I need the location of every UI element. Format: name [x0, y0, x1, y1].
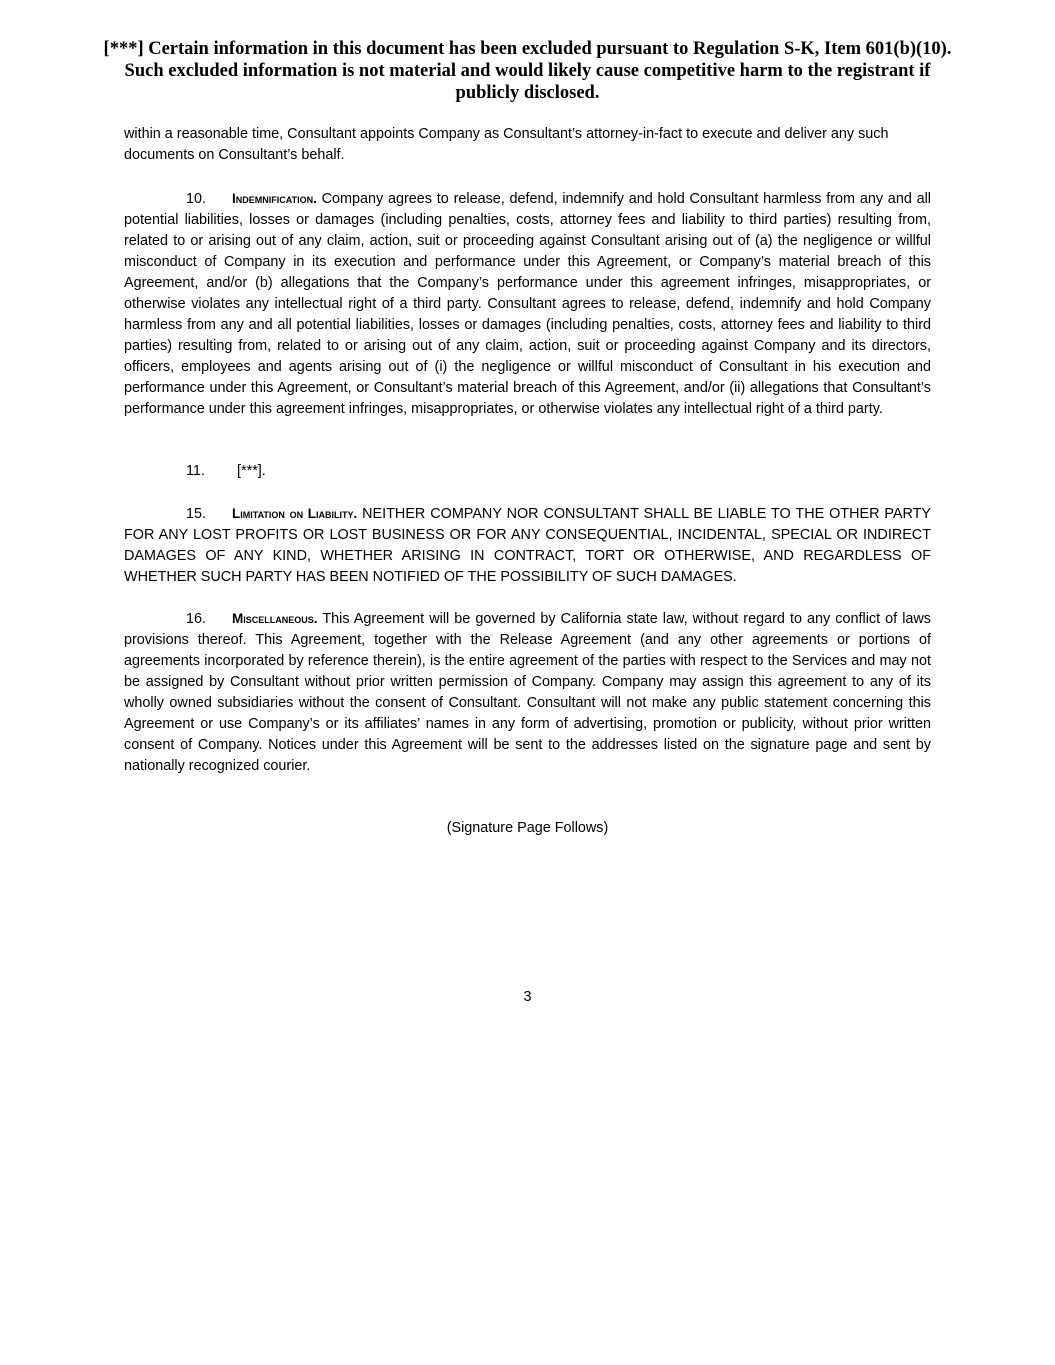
page-number: 3 — [523, 989, 532, 1005]
section-number: 11. — [186, 463, 205, 479]
section-text: This Agreement will be governed by California state law, without regard to any conflict of laws provisions thereof. This Agreement, together with the Release Agreement (and any other agreements or portions of agreements incorporated by reference therein), is the entire agreement of the parties with respect to the Services and may not be assigned by Consultant without prior written permission of Company. Company may assign this agreement to any of its wholly owned subsidiaries without the consent of Consultant. Consultant will not make any public statement concerning this Agreement or use Company’s or its affiliates’ names in any form of advertising, promotion or publicity, without prior written consent of Company. Notices under this Agreement will be sent to the addresses listed on the signature page and sent by nationally recognized courier. — [124, 611, 931, 774]
section-heading: Indemnification. — [232, 191, 317, 206]
section-number: 10. — [186, 191, 207, 207]
section-text: NEITHER COMPANY NOR CONSULTANT SHALL BE LIABLE TO THE OTHER PARTY FOR ANY LOST PROFITS OR LOST BUSINESS OR FOR ANY CONSEQUENTIAL, INCIDENTAL, SPECIAL OR INDIRECT DAMAGES OF ANY KIND, WHETHER ARISING IN CONTRACT, TORT OR OTHERWISE, AND REGARDLESS OF WHETHER SUCH PARTY HAS BEEN NOTIFIED OF THE POSSIBILITY OF SUCH DAMAGES. — [124, 506, 932, 585]
section-indemnification — [124, 188, 931, 420]
section-number: 15. — [186, 506, 207, 522]
section-text: Company agrees to release, defend, indemnify and hold Consultant harmless from any and all potential liabilities, losses or damages (including penalties, costs, attorney fees and liability to third parties) resulting from, related to or arising out of any claim, action, suit or proceeding against Consultant arising out of (a) the negligence or willful misconduct of Company in its execution and performance under this Agreement, or Company’s material breach of this Agreement, and/or (b) allegations that the Company’s performance under this agreement infringes, misappropriates, or otherwise violates any intellectual right of a third party. Consultant agrees to release, defend, indemnify and hold Company harmless from any and all potential liabilities, losses or damages (including penalties, costs, attorney fees and liability to third parties) resulting from, related to or arising out of any claim, action, suit or proceeding against Company and its directors, officers, employees and agents arising out of (i) the negligence or willful misconduct of Consultant in his execution and performance under this Agreement, or Consultant’s material breach of this Agreement, and/or (ii) allegations that Consultant’s performance under this agreement infringes, misappropriates, or otherwise violates any intellectual right of a third party. — [124, 191, 932, 417]
section-heading: Limitation on Liability. — [232, 506, 358, 521]
section-number: 16. — [186, 611, 207, 627]
redaction-notice-header: [***] Certain information in this document has been excluded pursuant to Regulation S-K, Item 601(b)(10). Such excluded information is not material and would likely cause competitive harm to the registrant if publicly disclosed. — [103, 39, 952, 103]
continued-paragraph: within a reasonable time, Consultant appoints Company as Consultant’s attorney-in-fact to execute and deliver any such documents on Consultant’s behalf. — [124, 126, 889, 163]
section-redacted — [124, 461, 931, 482]
section-heading: Miscellaneous. — [232, 611, 318, 626]
section-text: [***]. — [237, 463, 266, 479]
section-miscellaneous — [124, 608, 931, 777]
signature-page-follows: (Signature Page Follows) — [446, 820, 609, 836]
section-limitation-on-liability — [124, 503, 931, 588]
